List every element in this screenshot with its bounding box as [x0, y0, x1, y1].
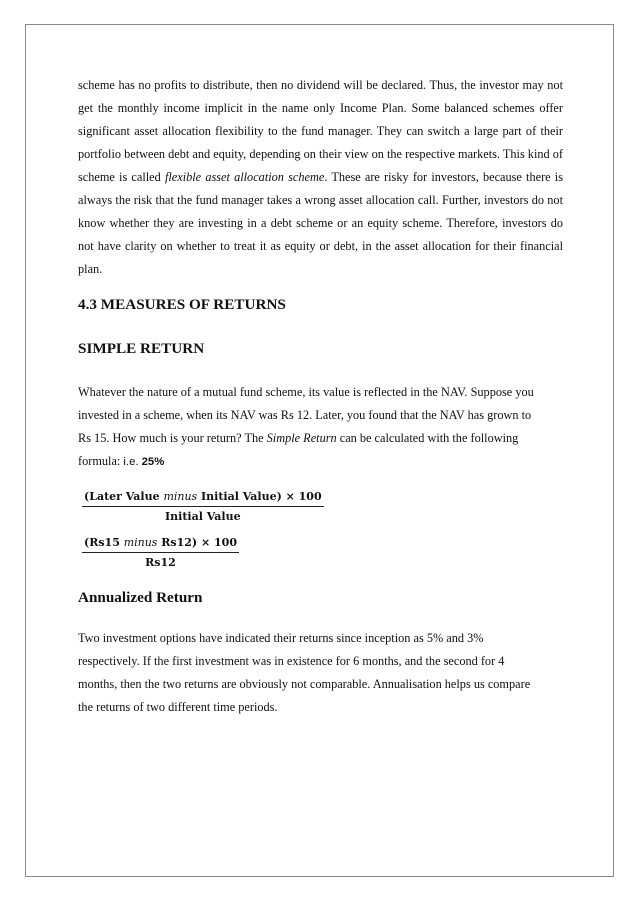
text-line: Rs 15. How much is your return? The Simple Return can be calculated with the following	[78, 431, 519, 445]
simple-return-heading: SIMPLE RETURN	[78, 340, 205, 357]
text-line: Whatever the nature of a mutual fund scheme, its value is reflected in the NAV. Suppose you	[78, 385, 534, 399]
annualized-return-heading: Annualized Return	[78, 589, 203, 606]
text-line: respectively. If the first investment was in existence for 6 months, and the second for 4	[78, 654, 505, 668]
simple-return-paragraph	[78, 381, 563, 474]
formula-numerator: (Rs15 minus Rs12) × 100	[82, 536, 239, 553]
text-line: the returns of two different time periods.	[78, 700, 278, 714]
paragraph-balanced-schemes	[78, 74, 563, 281]
italic-term: flexible asset allocation scheme	[164, 170, 325, 184]
ie-text: i.e.	[123, 456, 142, 468]
paragraph-text: scheme has no profits to distribute, then no dividend will be declared. Thus, the investor may not get the monthly income implicit in the name only Income Plan. Some balanced schemes offer significant asset allocation flexibility to the fund manager. They can switch a large part of their portfolio between debt and equity, depending on their view on the respective markets. This kind of scheme is called	[78, 78, 563, 184]
formula-denominator: Initial Value	[165, 510, 241, 523]
formula-example	[82, 536, 239, 569]
text-line: invested in a scheme, when its NAV was Rs 12. Later, you found that the NAV has grown to	[78, 408, 532, 422]
section-heading: 4.3 MEASURES OF RETURNS	[78, 296, 286, 313]
formula-numerator: (Later Value minus Initial Value) × 100	[82, 490, 324, 507]
text-line: Two investment options have indicated their returns since inception as 5% and 3%	[78, 631, 484, 645]
annualized-return-paragraph	[78, 627, 563, 719]
page-content	[78, 74, 563, 719]
formula-denominator: Rs12	[145, 556, 176, 569]
document-page	[25, 24, 614, 877]
text-line: months, then the two returns are obviously not comparable. Annualisation helps us compare	[78, 677, 531, 691]
paragraph-text: . These are risky for investors, because there is always the risk that the fund manager takes a wrong asset allocation call. Further, investors do not know whether they are investing in a debt scheme or an equity scheme. Therefore, investors do not have clarity on whether to treat it as equity or debt, in the asset allocation for their financial plan.	[78, 170, 564, 276]
italic-term: Simple Return	[266, 431, 337, 445]
result-value: 25%	[141, 456, 165, 468]
text-line: formula: i.e. 25%	[78, 454, 165, 468]
formula-general	[82, 490, 324, 523]
